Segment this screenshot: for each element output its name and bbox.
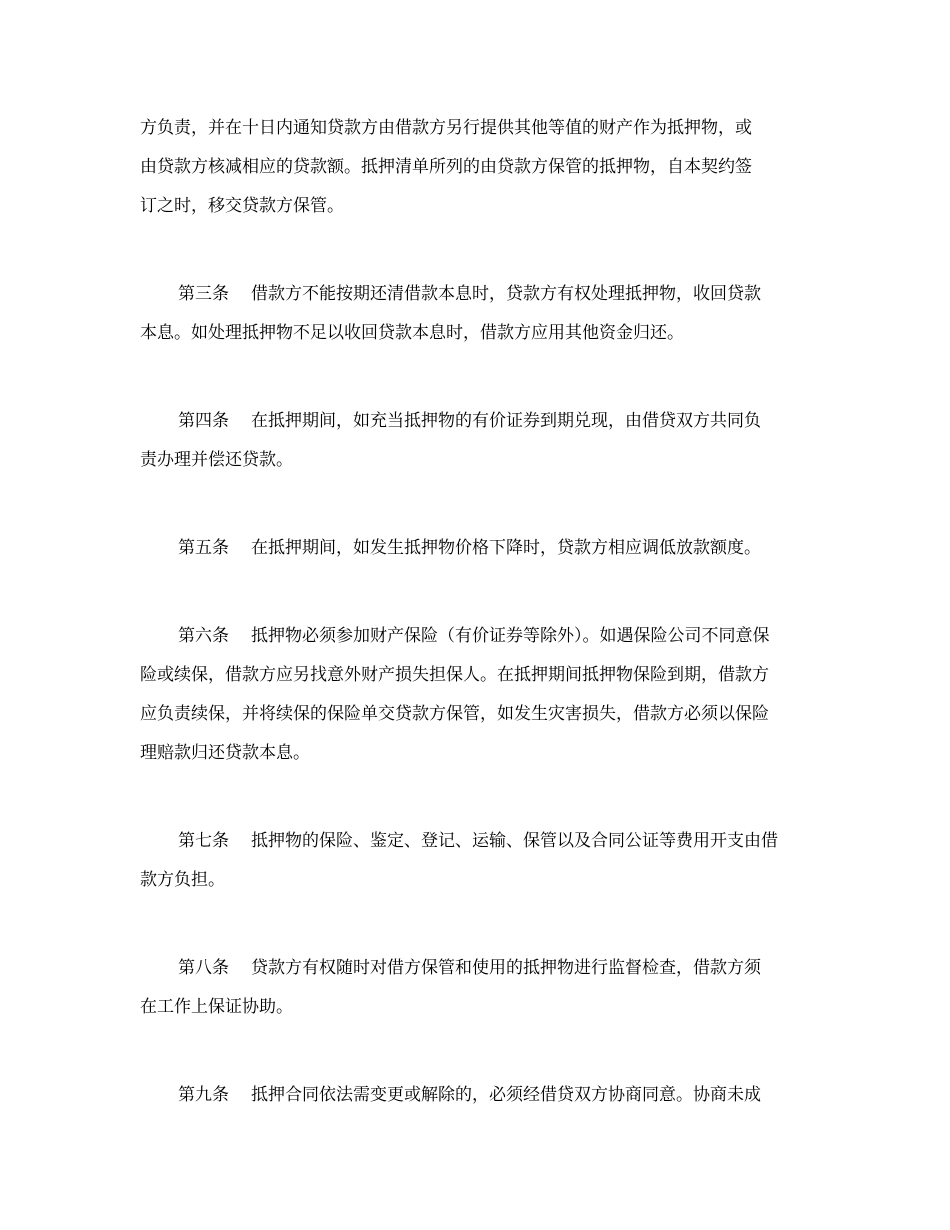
article-heading: 第五条 <box>178 538 229 558</box>
paragraph-line: 险或续保，借款方应另找意外财产损失担保人。在抵押期间抵押物保险到期，借款方 <box>140 665 769 685</box>
paragraph-line: 由贷款方核减相应的贷款额。抵押清单所列的由贷款方保管的抵押物，自本契约签 <box>140 157 752 177</box>
article-first-line <box>178 1084 761 1106</box>
article-text: 抵押物必须参加财产保险（有价证券等除外）。如遇保险公司不同意保 <box>251 626 770 646</box>
article-text: 借款方不能按期还清借款本息时，贷款方有权处理抵押物，收回贷款 <box>251 284 761 304</box>
paragraph-line: 应负责续保，并将续保的保险单交贷款方保管，如发生灾害损失，借款方必须以保险 <box>140 704 769 724</box>
paragraph-line: 订之时，移交贷款方保管。 <box>140 196 344 216</box>
article-first-line <box>178 957 761 979</box>
article-heading: 第七条 <box>178 831 229 851</box>
article-text: 贷款方有权随时对借方保管和使用的抵押物进行监督检查，借款方须 <box>251 958 761 978</box>
article-first-line <box>178 283 761 305</box>
paragraph-line: 理赔款归还贷款本息。 <box>140 743 310 763</box>
paragraph-line: 责办理并偿还贷款。 <box>140 450 293 470</box>
article-first-line <box>178 410 761 432</box>
paragraph-line: 款方负担。 <box>140 870 225 890</box>
article-heading: 第四条 <box>178 411 229 431</box>
article-first-line <box>178 625 770 647</box>
article-text: 在抵押期间，如发生抵押物价格下降时，贷款方相应调低放款额度。 <box>251 538 761 558</box>
article-heading: 第八条 <box>178 958 229 978</box>
article-first-line <box>178 537 761 559</box>
paragraph-line: 在工作上保证协助。 <box>140 997 293 1017</box>
article-text: 抵押物的保险、鉴定、登记、运输、保管以及合同公证等费用开支由借 <box>251 831 778 851</box>
article-text: 抵押合同依法需变更或解除的，必须经借贷双方协商同意。协商未成 <box>251 1085 761 1105</box>
article-heading: 第三条 <box>178 284 229 304</box>
paragraph-line: 方负责，并在十日内通知贷款方由借款方另行提供其他等值的财产作为抵押物，或 <box>140 118 752 138</box>
paragraph-line: 本息。如处理抵押物不足以收回贷款本息时，借款方应用其他资金归还。 <box>140 323 684 343</box>
article-heading: 第六条 <box>178 626 229 646</box>
article-heading: 第九条 <box>178 1085 229 1105</box>
article-first-line <box>178 830 778 852</box>
article-text: 在抵押期间，如充当抵押物的有价证券到期兑现，由借贷双方共同负 <box>251 411 761 431</box>
